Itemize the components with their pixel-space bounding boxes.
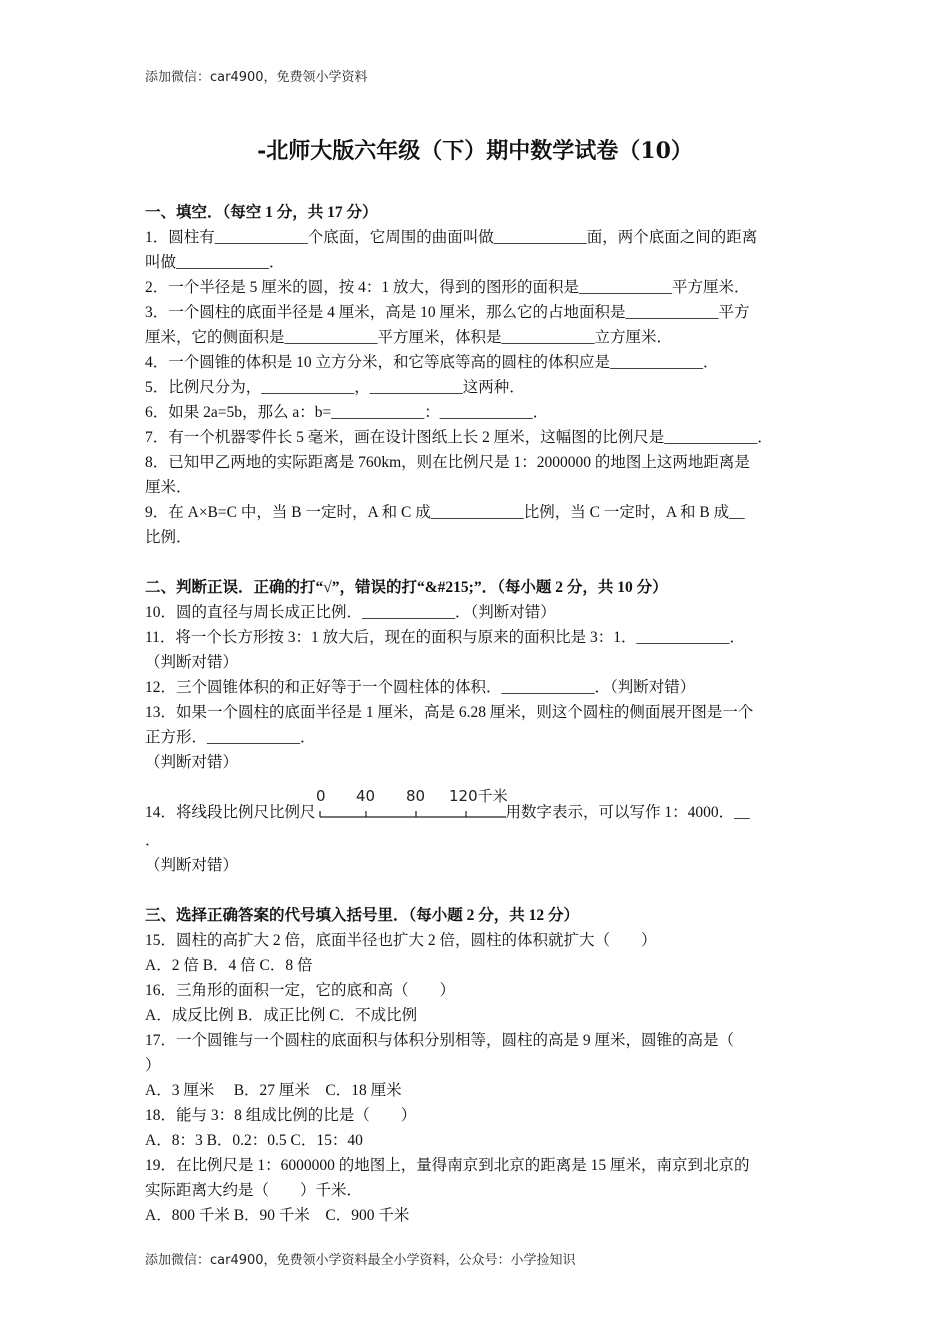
- question-line: 4．一个圆锥的体积是 10 立方分米，和它等底等高的圆柱的体积应是____________．: [145, 354, 719, 371]
- scale-bar-label: 0: [315, 787, 326, 805]
- question-line: 厘米，它的侧面积是____________平方厘米，体积是____________立方厘米．: [145, 329, 673, 346]
- scale-bar-label: 120千米: [448, 787, 508, 805]
- question-line: 比例．: [145, 529, 192, 546]
- page-title: -北师大版六年级（下）期中数学试卷（10）: [257, 138, 693, 164]
- question-line: 叫做____________．: [145, 254, 285, 271]
- question-line: 3．一个圆柱的底面半径是 4 厘米，高是 10 厘米，那么它的占地面积是____________平方: [145, 304, 750, 321]
- question-line: 11．将一个长方形按 3：1 放大后，现在的面积与原来的面积比是 3：1．____________．: [145, 629, 746, 646]
- question-line: 5．比例尺分为，____________，____________这两种．: [145, 379, 525, 396]
- scale-bar-label: 80: [405, 787, 425, 805]
- question-line: （判断对错）: [145, 654, 239, 671]
- question-line: A．成反比例 B．成正比例 C．不成比例: [145, 1007, 418, 1024]
- question-line: 16．三角形的面积一定，它的底和高（ ）: [145, 982, 456, 999]
- question-line: （判断对错）: [145, 857, 239, 874]
- question-line: 9．在 A×B=C 中，当 B 一定时，A 和 C 成____________比例，当 C 一定时，A 和 B 成__: [145, 504, 745, 521]
- question-line: 18．能与 3：8 组成比例的比是（ ）: [145, 1107, 417, 1124]
- question-line: 8．已知甲乙两地的实际距离是 760km，则在比例尺是 1：2000000 的地图上这两地距离是: [145, 454, 750, 471]
- question-line: 正方形．____________．: [145, 729, 316, 746]
- question-line: 17．一个圆锥与一个圆柱的底面积与体积分别相等，圆柱的高是 9 厘米，圆锥的高是（: [145, 1032, 735, 1049]
- question-line: A．800 千米 B．90 千米 C．900 千米: [145, 1207, 410, 1224]
- question-line: 13．如果一个圆柱的底面半径是 1 厘米，高是 6.28 厘米，则这个圆柱的侧面展开图是一个: [145, 704, 754, 721]
- section-3-heading: 三、选择正确答案的代号填入括号里．（每小题 2 分，共 12 分）: [145, 907, 580, 924]
- question-line: 10．圆的直径与周长成正比例．____________．（判断对错）: [145, 604, 556, 621]
- question-14-prefix: 14．将线段比例尺比例尺: [145, 804, 316, 821]
- question-line: 15．圆柱的高扩大 2 倍，底面半径也扩大 2 倍，圆柱的体积就扩大（ ）: [145, 932, 657, 949]
- question-14-suffix: 用数字表示，可以写作 1：4000．__: [505, 804, 750, 821]
- footer-note: 添加微信：car4900，免费领小学资料最全小学资料，公众号：小学捡知识: [145, 1253, 576, 1268]
- question-line: ．: [145, 832, 161, 849]
- question-line: A．2 倍 B．4 倍 C．8 倍: [145, 957, 313, 974]
- question-line: 6．如果 2a=5b，那么 a：b=____________：____________．: [145, 404, 549, 421]
- question-line: （判断对错）: [145, 754, 239, 771]
- question-line: 厘米．: [145, 479, 192, 496]
- question-line: A．8：3 B．0.2：0.5 C．15：40: [145, 1132, 363, 1149]
- question-line: 2．一个半径是 5 厘米的圆，按 4：1 放大，得到的图形的面积是____________平方厘米．: [145, 279, 750, 296]
- question-line: A．3 厘米 B．27 厘米 C．18 厘米: [145, 1082, 402, 1099]
- scale-bar-label: 40: [355, 787, 375, 805]
- section-1-heading: 一、填空．（每空 1 分，共 17 分）: [145, 204, 378, 221]
- question-line: 12．三个圆锥体积的和正好等于一个圆柱体的体积．____________．（判断对错）: [145, 679, 696, 696]
- question-line: 19．在比例尺是 1：6000000 的地图上，量得南京到北京的距离是 15 厘米，南京到北京的: [145, 1157, 750, 1174]
- question-14-line: [145, 775, 810, 825]
- question-line: ）: [145, 1057, 161, 1074]
- question-line: 1．圆柱有____________个底面，它周围的曲面叫做____________面，两个底面之间的距离: [145, 229, 758, 246]
- header-note: 添加微信：car4900，免费领小学资料: [145, 70, 368, 85]
- exam-content: [145, 200, 810, 1228]
- question-line: 实际距离大约是（ ）千米．: [145, 1182, 363, 1199]
- scale-bar-figure: [315, 787, 508, 817]
- section-2-heading: 二、判断正误．正确的打“√”，错误的打“&#215;”．（每小题 2 分，共 10 分）: [145, 579, 668, 596]
- question-line: 7．有一个机器零件长 5 毫米，画在设计图纸上长 2 厘米，这幅图的比例尺是____________．: [145, 429, 773, 446]
